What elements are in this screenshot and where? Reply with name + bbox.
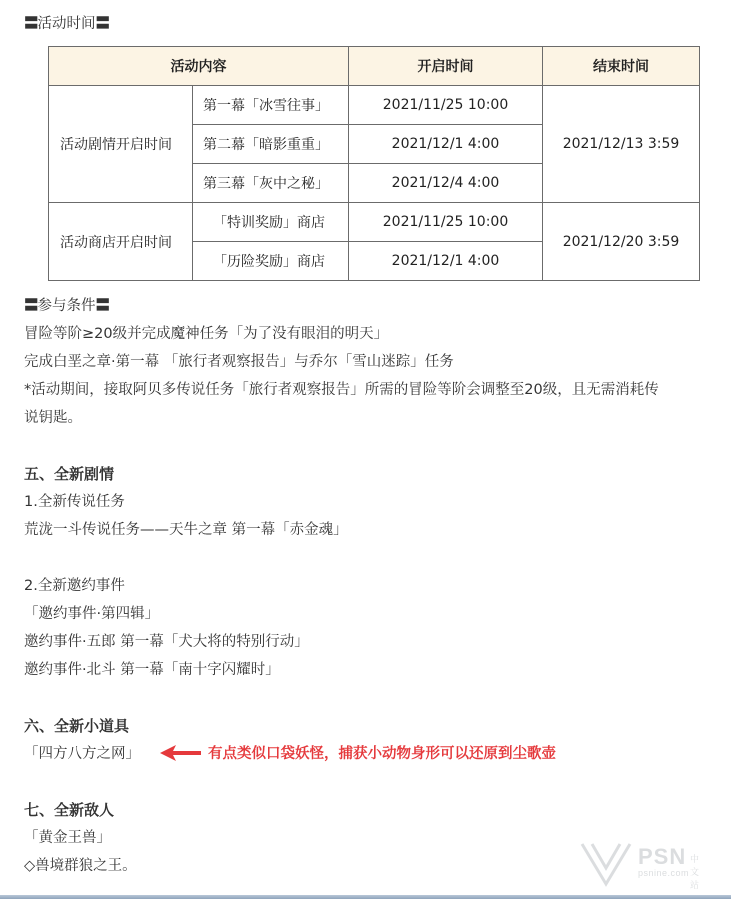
row-start: 2021/12/1 4:00	[349, 125, 543, 164]
header-start: 开启时间	[349, 47, 543, 86]
story-sub-2-item-3: 邀约事件·北斗 第一幕「南十字闪耀时」	[24, 662, 280, 678]
activity-time-heading	[24, 14, 109, 34]
watermark-small: 中文站	[690, 854, 700, 890]
group-end-shop: 2021/12/20 3:59	[543, 203, 700, 281]
table-row	[49, 203, 700, 242]
story-sub-2-item-1: 「邀约事件·第四辑」	[24, 606, 160, 622]
header-content: 活动内容	[49, 47, 349, 86]
red-arrow-icon	[160, 744, 202, 762]
table-row	[49, 86, 700, 125]
psnine-logo-icon	[578, 838, 634, 888]
enemy-desc: ◇兽境群狼之王。	[24, 858, 137, 874]
story-sub-1-item: 荒泷一斗传说任务——天牛之章 第一幕「赤金魂」	[24, 522, 348, 538]
watermark-brand: PSN	[638, 844, 687, 869]
heading-bar-left: 〓	[24, 16, 38, 32]
story-sub-1: 1.全新传说任务	[24, 494, 125, 510]
condition-line-2: 完成白垩之章·第一幕 「旅行者观察报告」与乔尔「雪山迷踪」任务	[24, 354, 454, 370]
story-heading: 五、全新剧情	[24, 465, 115, 483]
schedule-table	[48, 46, 700, 281]
bottom-divider	[0, 895, 731, 899]
row-start: 2021/11/25 10:00	[349, 203, 543, 242]
story-sub-2-item-2: 邀约事件·五郎 第一幕「犬大将的特别行动」	[24, 634, 309, 650]
psnine-watermark	[578, 838, 700, 892]
condition-note-line-1: *活动期间，接取阿贝多传说任务「旅行者观察报告」所需的冒险等阶会调整至20级，且无需消耗传	[24, 382, 659, 398]
condition-line-1: 冒险等阶≥20级并完成魔神任务「为了没有眼泪的明天」	[24, 326, 389, 342]
gadget-annotation-text: 有点类似口袋妖怪，捕获小动物身形可以还原到尘歌壶	[208, 746, 556, 762]
activity-time-heading-text: 活动时间	[37, 16, 96, 32]
conditions-heading	[24, 296, 109, 316]
gadget-item: 「四方八方之网」	[24, 746, 140, 762]
header-end: 结束时间	[543, 47, 700, 86]
heading-bar-left: 〓	[24, 298, 38, 314]
row-start: 2021/12/4 4:00	[349, 164, 543, 203]
story-sub-2: 2.全新邀约事件	[24, 578, 125, 594]
conditions-heading-text: 参与条件	[37, 298, 96, 314]
row-start: 2021/11/25 10:00	[349, 86, 543, 125]
row-name: 「特训奖励」商店	[193, 203, 349, 242]
enemy-heading: 七、全新敌人	[24, 801, 115, 819]
gadget-heading: 六、全新小道具	[24, 717, 130, 735]
heading-bar-right: 〓	[95, 16, 109, 32]
row-name: 第一幕「冰雪往事」	[193, 86, 349, 125]
watermark-site: psnine.com	[638, 868, 690, 878]
row-name: 第二幕「暗影重重」	[193, 125, 349, 164]
group-label-shop: 活动商店开启时间	[49, 203, 193, 281]
row-name: 「历险奖励」商店	[193, 242, 349, 281]
gadget-annotation	[160, 742, 556, 763]
enemy-item: 「黄金王兽」	[24, 830, 111, 846]
group-end-story: 2021/12/13 3:59	[543, 86, 700, 203]
table-header-row	[49, 47, 700, 86]
condition-note-line-2: 说钥匙。	[24, 410, 82, 426]
heading-bar-right: 〓	[95, 298, 109, 314]
row-name: 第三幕「灰中之秘」	[193, 164, 349, 203]
group-label-story: 活动剧情开启时间	[49, 86, 193, 203]
row-start: 2021/12/1 4:00	[349, 242, 543, 281]
